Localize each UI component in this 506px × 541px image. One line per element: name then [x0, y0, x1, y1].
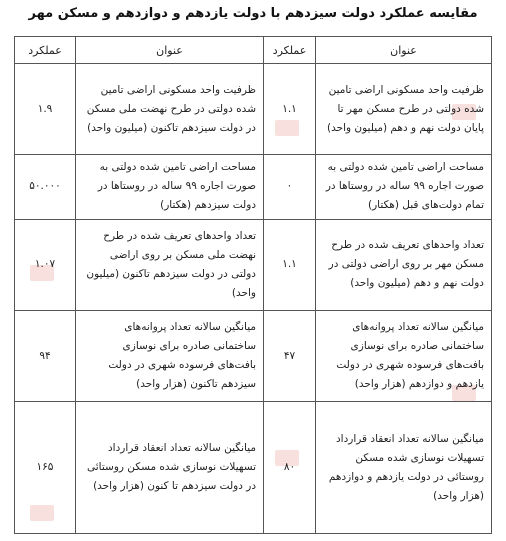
previous-value-cell: ۰: [264, 155, 316, 219]
previous-description-cell: ظرفیت واحد مسکونی اراضی تامین شده دولتی در طرح مسکن مهر تا پایان دولت نهم و دهم (میلیون واحد): [316, 64, 492, 155]
previous-value-cell: ۸۰: [264, 402, 316, 534]
table-header-row: [15, 37, 492, 64]
previous-value-cell: ۴۷: [264, 310, 316, 401]
table-row: [15, 155, 492, 219]
table-row: [15, 402, 492, 534]
current-value-cell: ۱.۰۷: [15, 219, 76, 310]
comparison-table: [14, 36, 492, 534]
current-description-cell: مساحت اراضی تامین شده دولتی به صورت اجاره ۹۹ ساله در روستاها در دولت سیزدهم (هکتار): [76, 155, 264, 219]
previous-description-cell: میانگین سالانه تعداد پروانه‌های ساختمانی صادره برای نوسازی بافت‌های فرسوده شهری در دولت یازدهم و دوازدهم (هزار واحد): [316, 310, 492, 401]
previous-value-cell: ۱.۱: [264, 64, 316, 155]
previous-value-cell: ۱.۱: [264, 219, 316, 310]
current-value-cell: ۹۴: [15, 310, 76, 401]
current-description-cell: تعداد واحدهای تعریف شده در طرح نهضت ملی مسکن بر روی اراضی دولتی در دولت سیزدهم تاکنون (میلیون واحد): [76, 219, 264, 310]
current-description-cell: ظرفیت واحد مسکونی اراضی تامین شده دولتی در طرح نهضت ملی مسکن در دولت سیزدهم تاکنون (میلیون واحد): [76, 64, 264, 155]
table-row: [15, 64, 492, 155]
header-performance-current: عملکرد: [15, 37, 76, 64]
previous-description-cell: میانگین سالانه تعداد انعقاد قرارداد تسهیلات نوسازی شده مسکن روستائی در دولت یازدهم و دوازدهم (هزار واحد): [316, 402, 492, 534]
previous-description-cell: تعداد واحدهای تعریف شده در طرح مسکن مهر بر روی اراضی دولتی در دولت نهم و دهم (میلیون واحد): [316, 219, 492, 310]
current-value-cell: ۵۰.۰۰۰: [15, 155, 76, 219]
header-performance-previous: عملکرد: [264, 37, 316, 64]
current-value-cell: ۱۶۵: [15, 402, 76, 534]
table-row: [15, 310, 492, 401]
document-title: مقایسه عملکرد دولت سیزدهم با دولت یازدهم و دوازدهم و مسکن مهر: [28, 6, 478, 21]
current-value-cell: ۱.۹: [15, 64, 76, 155]
current-description-cell: میانگین سالانه تعداد انعقاد قرارداد تسهیلات نوسازی شده مسکن روستائی در دولت سیزدهم تا کنون (هزار واحد): [76, 402, 264, 534]
previous-description-cell: مساحت اراضی تامین شده دولتی به صورت اجاره ۹۹ ساله در روستاها در تمام دولت‌های قبل (هکتار): [316, 155, 492, 219]
header-description-current: عنوان: [76, 37, 264, 64]
current-description-cell: میانگین سالانه تعداد پروانه‌های ساختمانی صادره برای نوسازی بافت‌های فرسوده شهری در دولت سیزدهم تاکنون (هزار واحد): [76, 310, 264, 401]
table-row: [15, 219, 492, 310]
header-description-previous: عنوان: [316, 37, 492, 64]
